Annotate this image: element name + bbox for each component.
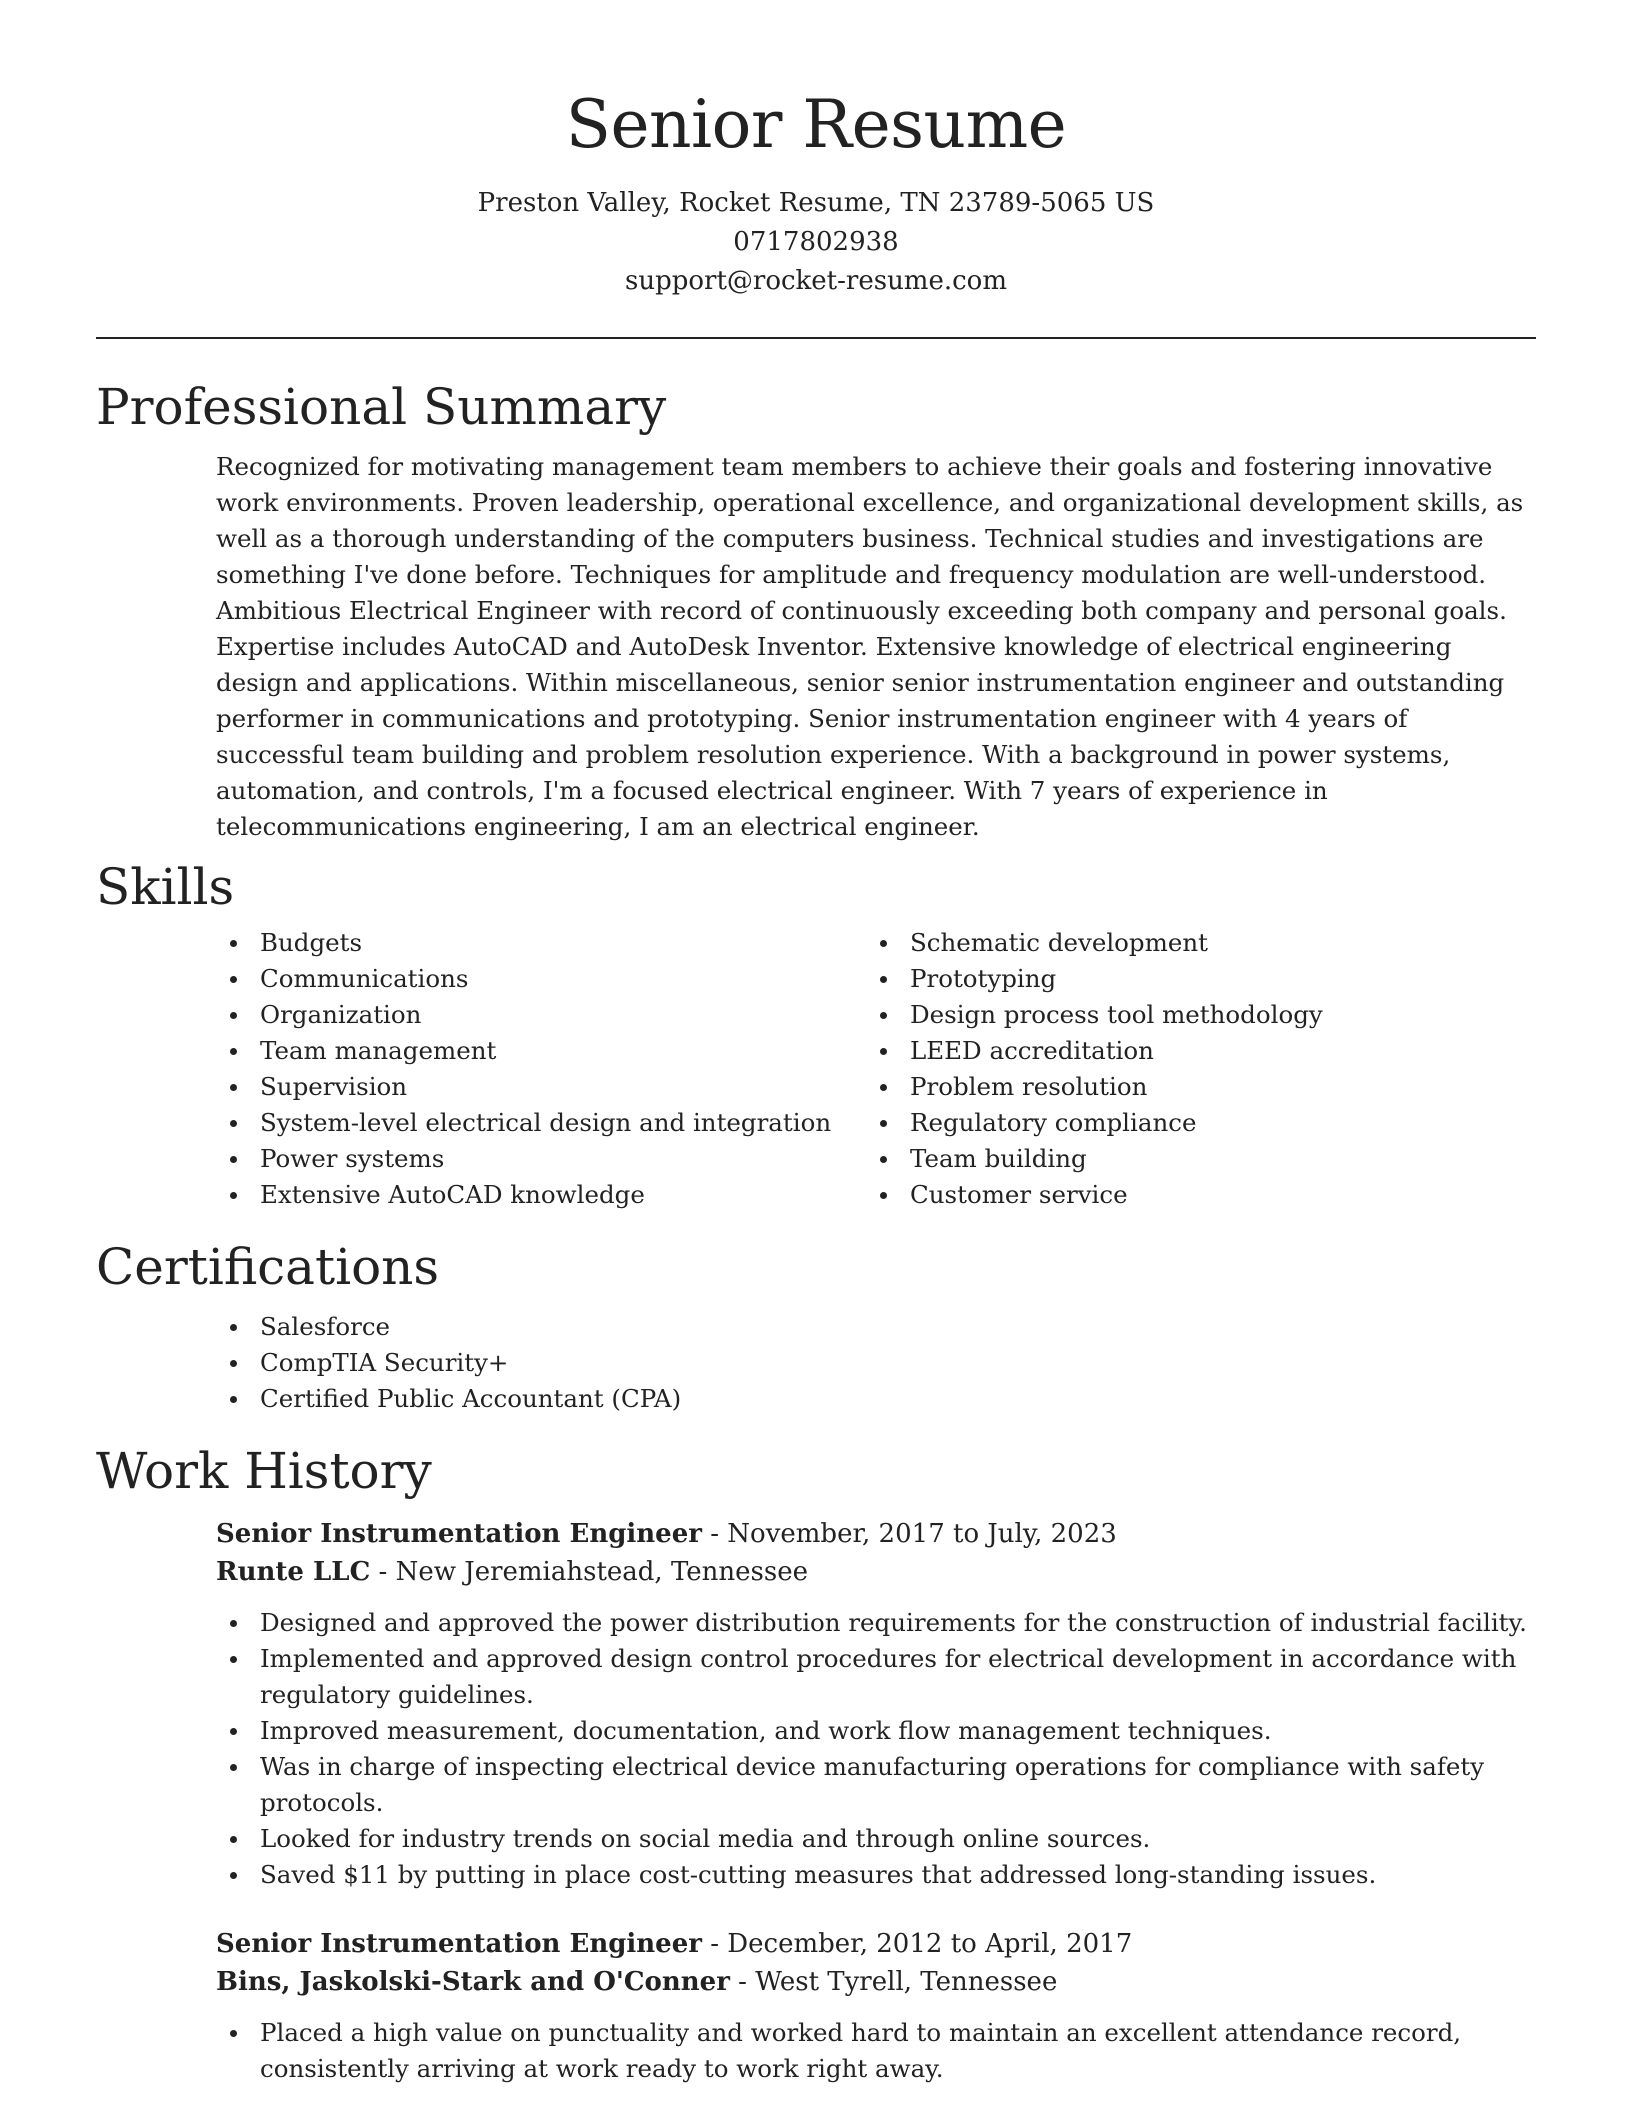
skills-section (96, 855, 1536, 1213)
summary-text: Recognized for motivating management team members to achieve their goals and fostering innovative work environments. Proven leadership, operational excellence, and organizational development skills, as well as a thorough understanding of the computers business. Technical studies and investigations are something I've done before. Techniques for amplitude and frequency modulation are well-understood. Ambitious Electrical Engineer with record of continuously exceeding both company and personal goals. Expertise includes AutoCAD and AutoDesk Inventor. Extensive knowledge of electrical engineering design and applications. Within miscellaneous, senior senior instrumentation engineer and outstanding performer in communications and prototyping. Senior instrumentation engineer with 4 years of successful team building and problem resolution experience. With a background in power systems, automation, and controls, I'm a focused electrical engineer. With 7 years of experience in telecommunications engineering, I am an electrical engineer. (216, 452, 1524, 841)
contact-phone: 0717802938 (733, 227, 899, 257)
summary-title: Professional Summary (96, 378, 667, 436)
certification-item: Certified Public Accountant (CPA) (216, 1381, 1536, 1417)
contact-email: support@rocket-resume.com (624, 266, 1007, 296)
skill-item: Organization (216, 997, 866, 1033)
certifications-section (96, 1235, 1536, 1417)
skills-columns (216, 925, 1536, 1213)
job-location: West Tyrell, Tennessee (755, 1967, 1058, 1997)
skill-item: Supervision (216, 1069, 866, 1105)
skill-item: Extensive AutoCAD knowledge (216, 1177, 866, 1213)
certifications-title: Certifications (96, 1238, 440, 1296)
resume-name: Senior Resume (565, 86, 1067, 163)
skill-item: Regulatory compliance (866, 1105, 1516, 1141)
separator: - (701, 1929, 728, 1959)
skill-item: Budgets (216, 925, 866, 961)
work-history-title: Work History (96, 1442, 432, 1500)
resume-page (96, 0, 1536, 2087)
job-dates: November, 2017 to July, 2023 (727, 1519, 1117, 1549)
certification-item: CompTIA Security+ (216, 1345, 1536, 1381)
resume-header (96, 0, 1536, 301)
job-heading (216, 1515, 1536, 1553)
job-company: Runte LLC (216, 1557, 371, 1587)
skill-item: Problem resolution (866, 1069, 1516, 1105)
separator: - (370, 1557, 396, 1587)
skill-item: Team building (866, 1141, 1516, 1177)
job-title: Senior Instrumentation Engineer (216, 1929, 702, 1959)
skill-item: System-level electrical design and integration (216, 1105, 866, 1141)
skill-item: Schematic development (866, 925, 1516, 961)
header-divider (96, 337, 1536, 339)
job-entry (216, 1925, 1536, 2087)
job-company-line (216, 1963, 1536, 2001)
job-bullet: Designed and approved the power distribution requirements for the construction of industrial facility. (216, 1605, 1536, 1641)
separator: - (701, 1519, 728, 1549)
job-bullet: Placed a high value on punctuality and worked hard to maintain an excellent attendance record, consistently arriving at work ready to work right away. (216, 2015, 1536, 2087)
skill-item: Design process tool methodology (866, 997, 1516, 1033)
job-entry (216, 1515, 1536, 1893)
job-dates: December, 2012 to April, 2017 (727, 1929, 1133, 1959)
skill-item: Customer service (866, 1177, 1516, 1213)
work-history-section (96, 1439, 1536, 2087)
job-bullet: Was in charge of inspecting electrical device manufacturing operations for compliance with safety protocols. (216, 1749, 1536, 1821)
skills-title: Skills (96, 858, 235, 916)
job-bullets (216, 2015, 1536, 2087)
job-title: Senior Instrumentation Engineer (216, 1519, 702, 1549)
job-company: Bins, Jaskolski-Stark and O'Conner (216, 1967, 730, 1997)
job-heading (216, 1925, 1536, 1963)
separator: - (729, 1967, 756, 1997)
contact-address: Preston Valley, Rocket Resume, TN 23789-5065 US (477, 188, 1155, 218)
job-bullet: Implemented and approved design control procedures for electrical development in accordance with regulatory guidelines. (216, 1641, 1536, 1713)
summary-section (96, 375, 1536, 845)
skill-item: Communications (216, 961, 866, 997)
skill-item: Prototyping (866, 961, 1516, 997)
skill-item: Power systems (216, 1141, 866, 1177)
skills-right-list (866, 925, 1516, 1213)
job-company-line (216, 1553, 1536, 1591)
skill-item: Team management (216, 1033, 866, 1069)
certification-item: Salesforce (216, 1309, 1536, 1345)
job-bullet: Looked for industry trends on social media and through online sources. (216, 1821, 1536, 1857)
skills-left-list (216, 925, 866, 1213)
job-bullet: Improved measurement, documentation, and work flow management techniques. (216, 1713, 1536, 1749)
certifications-list (216, 1309, 1536, 1417)
job-bullets (216, 1605, 1536, 1893)
job-bullet: Saved $11 by putting in place cost-cutting measures that addressed long-standing issues. (216, 1857, 1536, 1893)
skill-item: LEED accreditation (866, 1033, 1516, 1069)
job-location: New Jeremiahstead, Tennessee (395, 1557, 809, 1587)
